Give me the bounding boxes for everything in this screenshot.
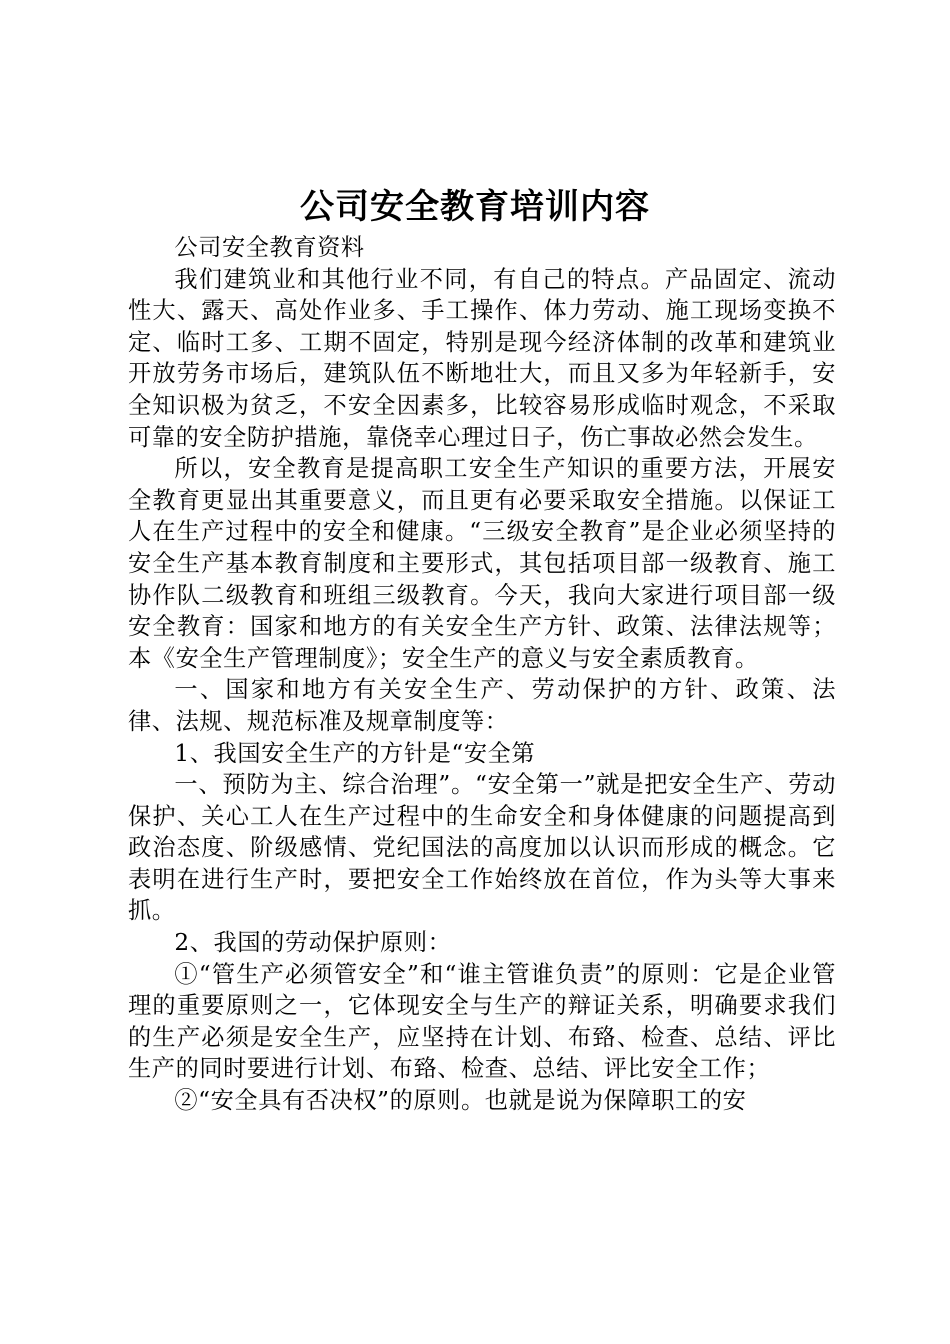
paragraph-safety-first-policy: 一、预防为主、综合治理”。“安全第一”就是把安全生产、劳动保护、关心工人在生产过程中的生命安全和身体健康的问题提高到政治态度、阶级感情、党纪国法的高度加以认识而形成的概念。它表明在进行生产时，要把安全工作始终放在首位，作为头等大事来抓。: [128, 771, 836, 925]
paragraph-item-1-heading: 1、我国安全生产的方针是“安全第: [174, 739, 536, 767]
document-title: 公司安全教育培训内容: [300, 187, 650, 227]
paragraph-principle-2: ②“安全具有否决权”的原则。也就是说为保障职工的安: [174, 1087, 747, 1115]
paragraph-subtitle: 公司安全教育资料: [174, 234, 365, 261]
paragraph-item-2-heading: 2、我国的劳动保护原则：: [174, 929, 452, 957]
paragraph-section-heading-one: 一、国家和地方有关安全生产、劳动保护的方针、政策、法律、法规、规范标准及规章制度等：: [128, 676, 836, 735]
paragraph-industry-characteristics: 我们建筑业和其他行业不同，有自己的特点。产品固定、流动性大、露天、高处作业多、手工操作、体力劳动、施工现场变换不定、临时工多、工期不固定，特别是现今经济体制的改革和建筑业开放劳务市场后，建筑队伍不断地壮大，而且又多为年轻新手，安全知识极为贫乏，不安全因素多，比较容易形成临时观念，不采取可靠的安全防护措施，靠侥幸心理过日子，伤亡事故必然会发生。: [128, 265, 836, 451]
document-body: [128, 232, 836, 1117]
paragraph-principle-1: ①“管生产必须管安全”和“谁主管谁负责”的原则：它是企业管理的重要原则之一，它体现安全与生产的辩证关系，明确要求我们的生产必须是安全生产，应坚持在计划、布臵、检查、总结、评比生产的同时要进行计划、布臵、检查、总结、评比安全工作；: [128, 960, 836, 1083]
paragraph-safety-education-importance: 所以，安全教育是提高职工安全生产知识的重要方法，开展安全教育更显出其重要意义，而且更有必要采取安全措施。以保证工人在生产过程中的安全和健康。“三级安全教育”是企业必须坚持的安全生产基本教育制度和主要形式，其包括项目部一级教育、施工协作队二级教育和班组三级教育。今天，我向大家进行项目部一级安全教育：国家和地方的有关安全生产方针、政策、法律法规等；本《安全生产管理制度》；安全生产的意义与安全素质教育。: [128, 455, 836, 672]
